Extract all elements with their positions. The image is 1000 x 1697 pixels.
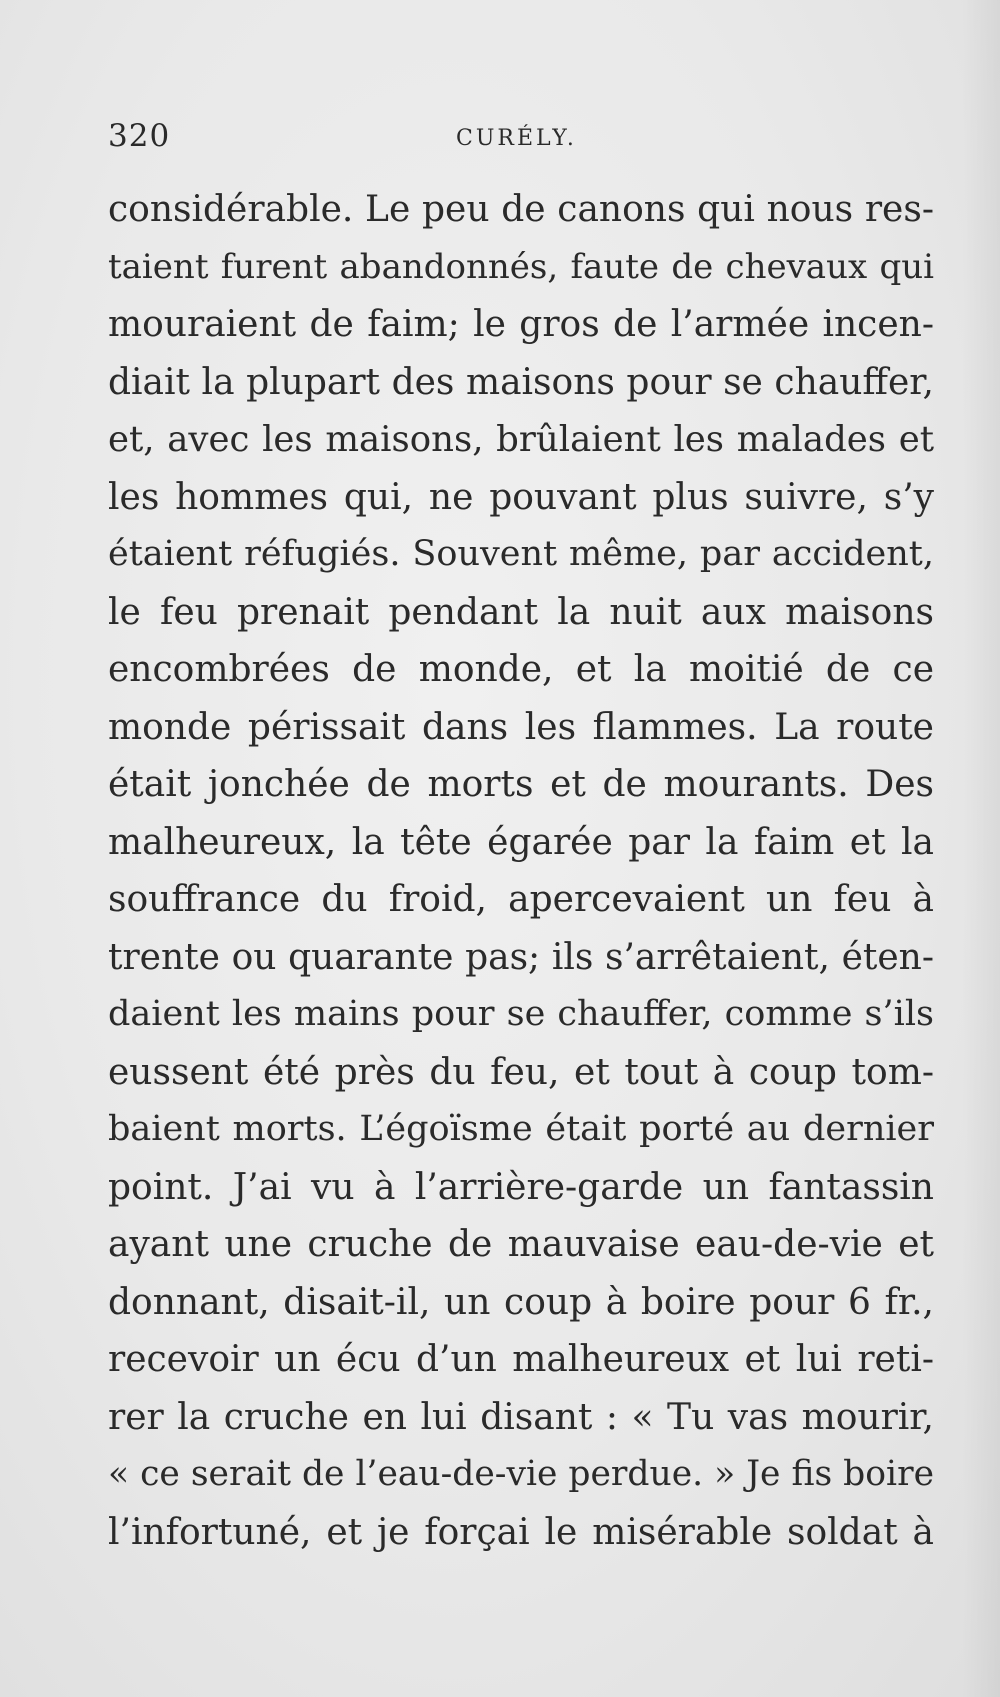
text-line: taient furent abandonnés, faute de chevaux qui [108, 246, 934, 287]
text-line: les hommes qui, ne pouvant plus suivre, s’y [108, 476, 934, 518]
text-line: étaient réfugiés. Souvent même, par accident, [108, 534, 934, 574]
text-line: le feu prenait pendant la nuit aux maisons [108, 591, 934, 633]
text-line: recevoir un écu d’un malheureux et lui reti- [108, 1339, 934, 1380]
text-line: daient les mains pour se chauffer, comme s’ils [108, 994, 934, 1034]
text-line: était jonchée de morts et de mourants. Des [108, 764, 934, 805]
text-line: ayant une cruche de mauvaise eau-de-vie et [108, 1224, 934, 1265]
running-title: CURÉLY. [456, 126, 577, 151]
text-line: baient morts. L’égoïsme était porté au dernier [108, 1109, 934, 1149]
running-head [108, 118, 934, 168]
text-line: trente ou quarante pas; ils s’arrêtaient, éten- [108, 936, 934, 978]
text-line: rer la cruche en lui disant : « Tu vas mourir, [108, 1396, 934, 1438]
text-line: souffrance du froid, apercevaient un feu à [108, 879, 934, 920]
text-line: eussent été près du feu, et tout à coup tom- [108, 1051, 934, 1093]
text-line: encombrées de monde, et la moitié de ce [108, 649, 934, 690]
page-edge-shadow [962, 0, 1000, 1697]
text-line: point. J’ai vu à l’arrière-garde un fantassin [108, 1166, 934, 1208]
text-line: donnant, disait-il, un coup à boire pour 6 fr., [108, 1281, 934, 1323]
text-line: et, avec les maisons, brûlaient les malades et [108, 419, 934, 460]
text-line: « ce serait de l’eau-de-vie perdue. » Je fis boire [108, 1454, 934, 1494]
page-number: 320 [108, 118, 171, 154]
text-line: malheureux, la tête égarée par la faim et la [108, 821, 934, 863]
text-line: l’infortuné, et je forçai le misérable soldat à [108, 1511, 934, 1553]
text-line: mouraient de faim; le gros de l’armée incen- [108, 304, 934, 345]
body-text [108, 181, 934, 1561]
text-line: considérable. Le peu de canons qui nous res- [108, 189, 934, 230]
text-line: diait la plupart des maisons pour se chauffer, [108, 361, 934, 403]
text-line: monde périssait dans les flammes. La route [108, 706, 934, 748]
